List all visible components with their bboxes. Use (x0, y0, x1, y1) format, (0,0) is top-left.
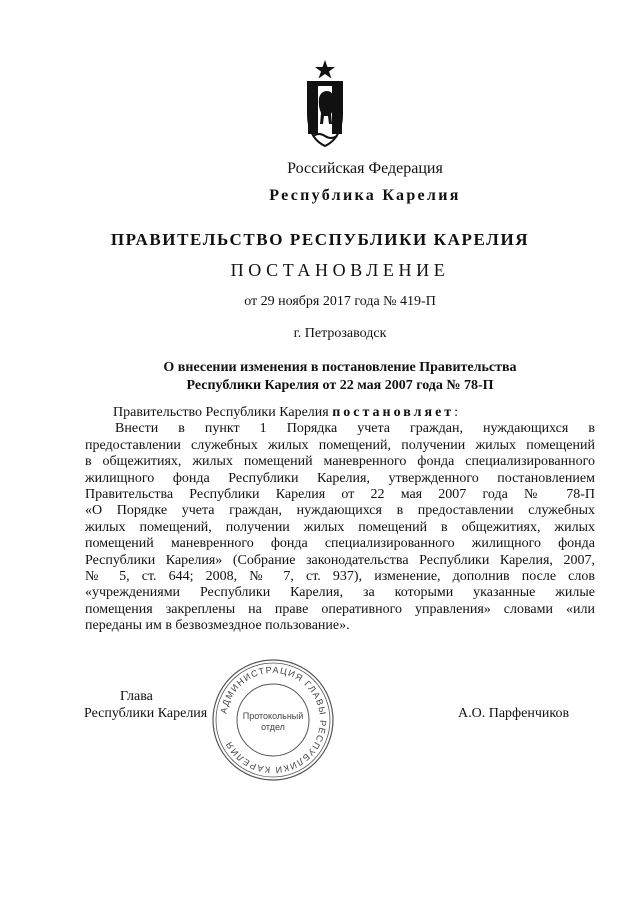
government-name: ПРАВИТЕЛЬСТВО РЕСПУБЛИКИ КАРЕЛИЯ (110, 230, 530, 249)
country-name: Российская Федерация (287, 160, 443, 177)
stamp-inner-line-2: отдел (261, 722, 285, 732)
stamp-ring-text: АДМИНИСТРАЦИЯ ГЛАВЫ РЕСПУБЛИКИ КАРЕЛИЯ (218, 664, 329, 776)
body-line: Республики Карелия» (Собрание законодательства Республики Карелия, 2007, (85, 552, 595, 568)
body-line: переданы им в безвозмездное пользование». (85, 618, 350, 634)
body-line: помещений маневренного фонда специализированного жилищного фонда (85, 536, 595, 552)
signatory-title: Глава (120, 689, 153, 704)
body-line: жилищного фонда Республики Карелия, утвержденного постановлением (85, 470, 595, 486)
signatory-region: Республики Карелия (84, 706, 208, 721)
body-line: предоставлении служебных жилых помещений, получении жилых помещений (85, 437, 595, 453)
body-intro-emphasis: постановляет (332, 405, 455, 420)
document-dateline: от 29 ноября 2017 года № 419-П (244, 294, 436, 309)
body-line: в общежитиях, жилых помещений маневренного фонда специализированного (85, 454, 595, 470)
subject-line-2: Республики Карелия от 22 мая 2007 года № 78-П (186, 378, 494, 393)
body-intro (85, 405, 595, 421)
body-intro-end: : (454, 405, 459, 420)
official-stamp (210, 657, 336, 783)
body-line: жилых помещений, получении жилых помещений в общежитиях, жилых (85, 519, 595, 535)
document-subject (0, 359, 640, 395)
document-body (85, 405, 595, 634)
emblem-shield (308, 82, 342, 146)
body-line: помещения закреплены на праве оперативного управления» словами «или (85, 601, 595, 617)
body-line: «О Порядке учета граждан, нуждающихся в предоставлении служебных (85, 503, 595, 519)
subject-line-1: О внесении изменения в постановление Правительства (163, 360, 517, 375)
body-line: № 5, ст. 644; 2008, № 7, ст. 937), изменение, дополнив после слов (85, 568, 595, 584)
stamp-inner-line-1: Протокольный (242, 711, 304, 721)
signatory-name: А.О. Парфенчиков (458, 706, 570, 721)
republic-name: Республика Карелия (269, 187, 461, 204)
document-type: ПОСТАНОВЛЕНИЕ (230, 260, 450, 280)
body-intro-text: Правительство Республики Карелия (113, 405, 333, 420)
emblem-star (315, 60, 335, 79)
body-line: Внести в пункт 1 Порядка учета граждан, нуждающихся в (115, 421, 595, 437)
body-line: Правительства Республики Карелия от 22 мая 2007 года № 78-П (85, 486, 595, 502)
document-city: г. Петрозаводск (293, 326, 387, 341)
karelia-coat-of-arms-icon (305, 58, 345, 148)
body-line: «учреждениями Республики Карелия, за которыми указанные жилые (85, 585, 595, 601)
